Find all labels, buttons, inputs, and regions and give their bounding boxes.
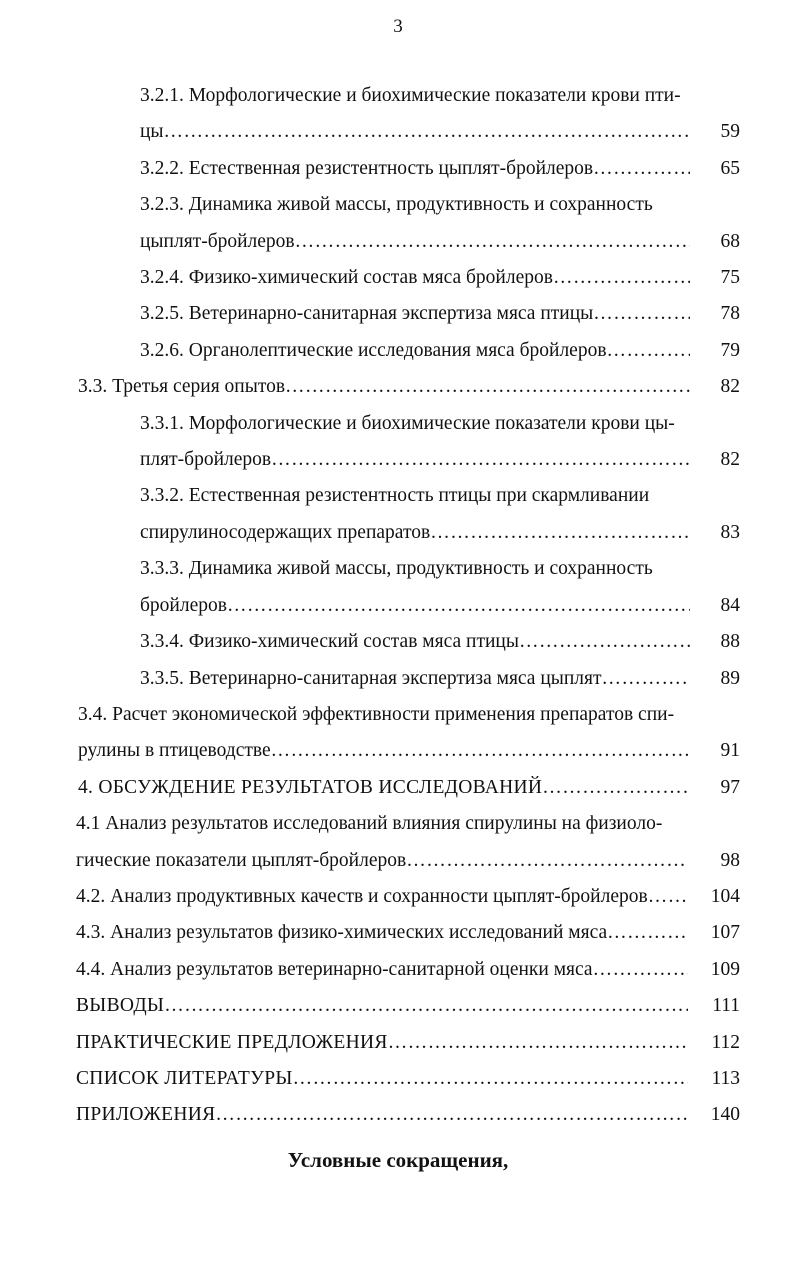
dot-leader: [271, 442, 690, 478]
abbreviations-heading: Условные сокращения,: [287, 1148, 509, 1172]
toc-entry-leader-line: [76, 915, 688, 951]
toc-entry-page-number: 82: [720, 376, 740, 398]
toc-entry[interactable]: [78, 697, 796, 770]
toc-entry[interactable]: [140, 478, 796, 551]
dot-leader: [553, 260, 690, 296]
toc-entry-leader-line: [76, 952, 688, 988]
dot-leader: [593, 151, 690, 187]
toc-entry-leader-line: [78, 733, 690, 769]
toc-entry-leader-line: [140, 296, 690, 332]
toc-entry-title: ПРАКТИЧЕСКИЕ ПРЕДЛОЖЕНИЯ: [76, 1031, 388, 1053]
toc-entry-title-line: 3.3.3. Динамика живой массы, продуктивность и сохранность: [140, 558, 653, 580]
toc-entry-leader-line: [140, 588, 690, 624]
toc-entry[interactable]: [76, 915, 796, 951]
toc-entry[interactable]: [140, 624, 796, 660]
toc-entry-title-line: 4.1 Анализ результатов исследований влияния спирулины на физиоло-: [76, 813, 663, 835]
dot-leader: [406, 843, 688, 879]
toc-entry-leader-line: [140, 661, 690, 697]
dot-leader: [607, 333, 690, 369]
toc-entry-title: 4.4. Анализ результатов ветеринарно-санитарной оценки мяса: [76, 958, 593, 980]
toc-entry-leader-line: [140, 114, 690, 150]
toc-entry-page-number: 88: [720, 631, 740, 653]
toc-entry[interactable]: [76, 879, 796, 915]
toc-entry-page-number: 65: [720, 157, 740, 179]
toc-entry[interactable]: [76, 988, 796, 1024]
toc-entry-title: 3.2.4. Физико-химический состав мяса бройлеров: [140, 267, 553, 289]
toc-entry-page-number: 82: [720, 449, 740, 471]
toc-entry-title: ВЫВОДЫ: [76, 995, 165, 1017]
toc-entry-page-number: 78: [720, 303, 740, 325]
toc-entry-page-number: 111: [712, 995, 740, 1017]
toc-entry-title-line: 3.4. Расчет экономической эффективности применения препаратов спи-: [78, 703, 675, 725]
toc-entry-leader-line: [76, 988, 688, 1024]
toc-entry-leader-line: [140, 515, 690, 551]
toc-entry-page-number: 68: [720, 230, 740, 252]
toc-entry-title: СПИСОК ЛИТЕРАТУРЫ: [76, 1067, 293, 1089]
toc-entry-page-number: 79: [720, 339, 740, 361]
table-of-contents: [0, 78, 796, 1134]
toc-entry-title: спирулиносодержащих препаратов: [140, 521, 431, 543]
toc-entry[interactable]: [76, 1025, 796, 1061]
toc-entry-page-number: 89: [720, 667, 740, 689]
toc-entry-page-number: 107: [710, 922, 740, 944]
toc-entry-leader-line: [140, 260, 690, 296]
toc-entry-leader-line: [78, 369, 690, 405]
toc-entry-title: цы: [140, 121, 164, 143]
toc-entry-title: 3.2.2. Естественная резистентность цыплят-бройлеров: [140, 157, 594, 179]
toc-entry-title-line: 3.2.3. Динамика живой массы, продуктивность и сохранность: [140, 194, 653, 216]
toc-entry[interactable]: [140, 661, 796, 697]
toc-entry-title: цыплят-бройлеров: [140, 230, 295, 252]
toc-entry[interactable]: [140, 406, 796, 479]
dot-leader: [607, 915, 688, 951]
toc-entry[interactable]: [140, 78, 796, 151]
dot-leader: [293, 1061, 688, 1097]
toc-entry-leader-line: [76, 879, 688, 915]
toc-entry-title: 3.3. Третья серия опытов: [78, 376, 286, 398]
toc-entry[interactable]: [76, 952, 796, 988]
toc-entry[interactable]: [76, 1061, 796, 1097]
toc-entry[interactable]: [76, 1097, 796, 1133]
toc-entry[interactable]: [78, 369, 796, 405]
dot-leader: [648, 879, 688, 915]
toc-entry[interactable]: [140, 260, 796, 296]
toc-entry-leader-line: [140, 151, 690, 187]
dot-leader: [164, 988, 688, 1024]
toc-entry-title-line: 3.2.1. Морфологические и биохимические показатели крови пти-: [140, 85, 681, 106]
dot-leader: [227, 588, 690, 624]
toc-entry-page-number: 75: [720, 267, 740, 289]
dot-leader: [285, 369, 690, 405]
toc-entry-title-line: 3.3.1. Морфологические и биохимические показатели крови цы-: [140, 412, 675, 434]
toc-entry-title: 3.2.6. Органолептические исследования мяса бройлеров: [140, 339, 607, 361]
dot-leader: [164, 114, 690, 150]
toc-entry-leader-line: [140, 442, 690, 478]
toc-entry-page-number: 98: [720, 849, 740, 871]
toc-entry[interactable]: [140, 333, 796, 369]
toc-entry-title-line: 3.3.2. Естественная резистентность птицы при скармливании: [140, 485, 650, 507]
toc-entry-page-number: 59: [720, 121, 740, 143]
page-number: 3: [393, 16, 403, 37]
dot-leader: [542, 770, 690, 806]
toc-entry-page-number: 112: [711, 1031, 740, 1053]
toc-entry-title: ПРИЛОЖЕНИЯ: [76, 1104, 216, 1126]
toc-entry-leader-line: [140, 224, 690, 260]
toc-entry-leader-line: [140, 333, 690, 369]
dot-leader: [271, 733, 690, 769]
toc-entry-title: гические показатели цыплят-бройлеров: [76, 849, 407, 871]
toc-entry-page-number: 97: [720, 776, 740, 798]
toc-entry-page-number: 113: [711, 1067, 740, 1089]
dot-leader: [215, 1097, 688, 1133]
dot-leader: [430, 515, 690, 551]
toc-entry-title: 3.3.5. Ветеринарно-санитарная экспертиза мяса цыплят: [140, 667, 602, 689]
toc-entry-page-number: 104: [710, 885, 740, 907]
toc-entry-page-number: 140: [710, 1104, 740, 1126]
toc-entry-leader-line: [78, 770, 690, 806]
toc-entry-title: плят-бройлеров: [140, 449, 272, 471]
toc-entry-leader-line: [76, 1061, 688, 1097]
toc-entry[interactable]: [140, 296, 796, 332]
toc-entry-title: 3.2.5. Ветеринарно-санитарная экспертиза мяса птицы: [140, 303, 594, 325]
dot-leader: [388, 1025, 688, 1061]
toc-entry-title: бройлеров: [140, 594, 227, 616]
toc-entry-leader-line: [76, 843, 688, 879]
toc-entry[interactable]: [140, 151, 796, 187]
toc-entry-page-number: 91: [720, 740, 740, 762]
toc-entry-leader-line: [140, 624, 690, 660]
dot-leader: [519, 624, 690, 660]
toc-entry-leader-line: [76, 1097, 688, 1133]
toc-entry-title: 4. ОБСУЖДЕНИЕ РЕЗУЛЬТАТОВ ИССЛЕДОВАНИЙ: [78, 776, 543, 798]
toc-entry[interactable]: [140, 551, 796, 624]
dot-leader: [602, 661, 690, 697]
toc-entry[interactable]: [140, 187, 796, 260]
toc-entry-title: 4.2. Анализ продуктивных качеств и сохранности цыплят-бройлеров: [76, 885, 648, 907]
dot-leader: [593, 296, 690, 332]
toc-entry-leader-line: [76, 1025, 688, 1061]
toc-entry-page-number: 84: [720, 594, 740, 616]
toc-entry-title: рулины в птицеводстве: [78, 740, 271, 762]
toc-entry-title: 3.3.4. Физико-химический состав мяса птицы: [140, 631, 519, 653]
toc-entry[interactable]: [78, 770, 796, 806]
dot-leader: [593, 952, 688, 988]
dot-leader: [295, 224, 690, 260]
toc-entry-page-number: 83: [720, 521, 740, 543]
toc-entry-page-number: 109: [710, 958, 740, 980]
toc-entry-title: 4.3. Анализ результатов физико-химических исследований мяса: [76, 922, 608, 944]
toc-entry[interactable]: [76, 806, 796, 879]
